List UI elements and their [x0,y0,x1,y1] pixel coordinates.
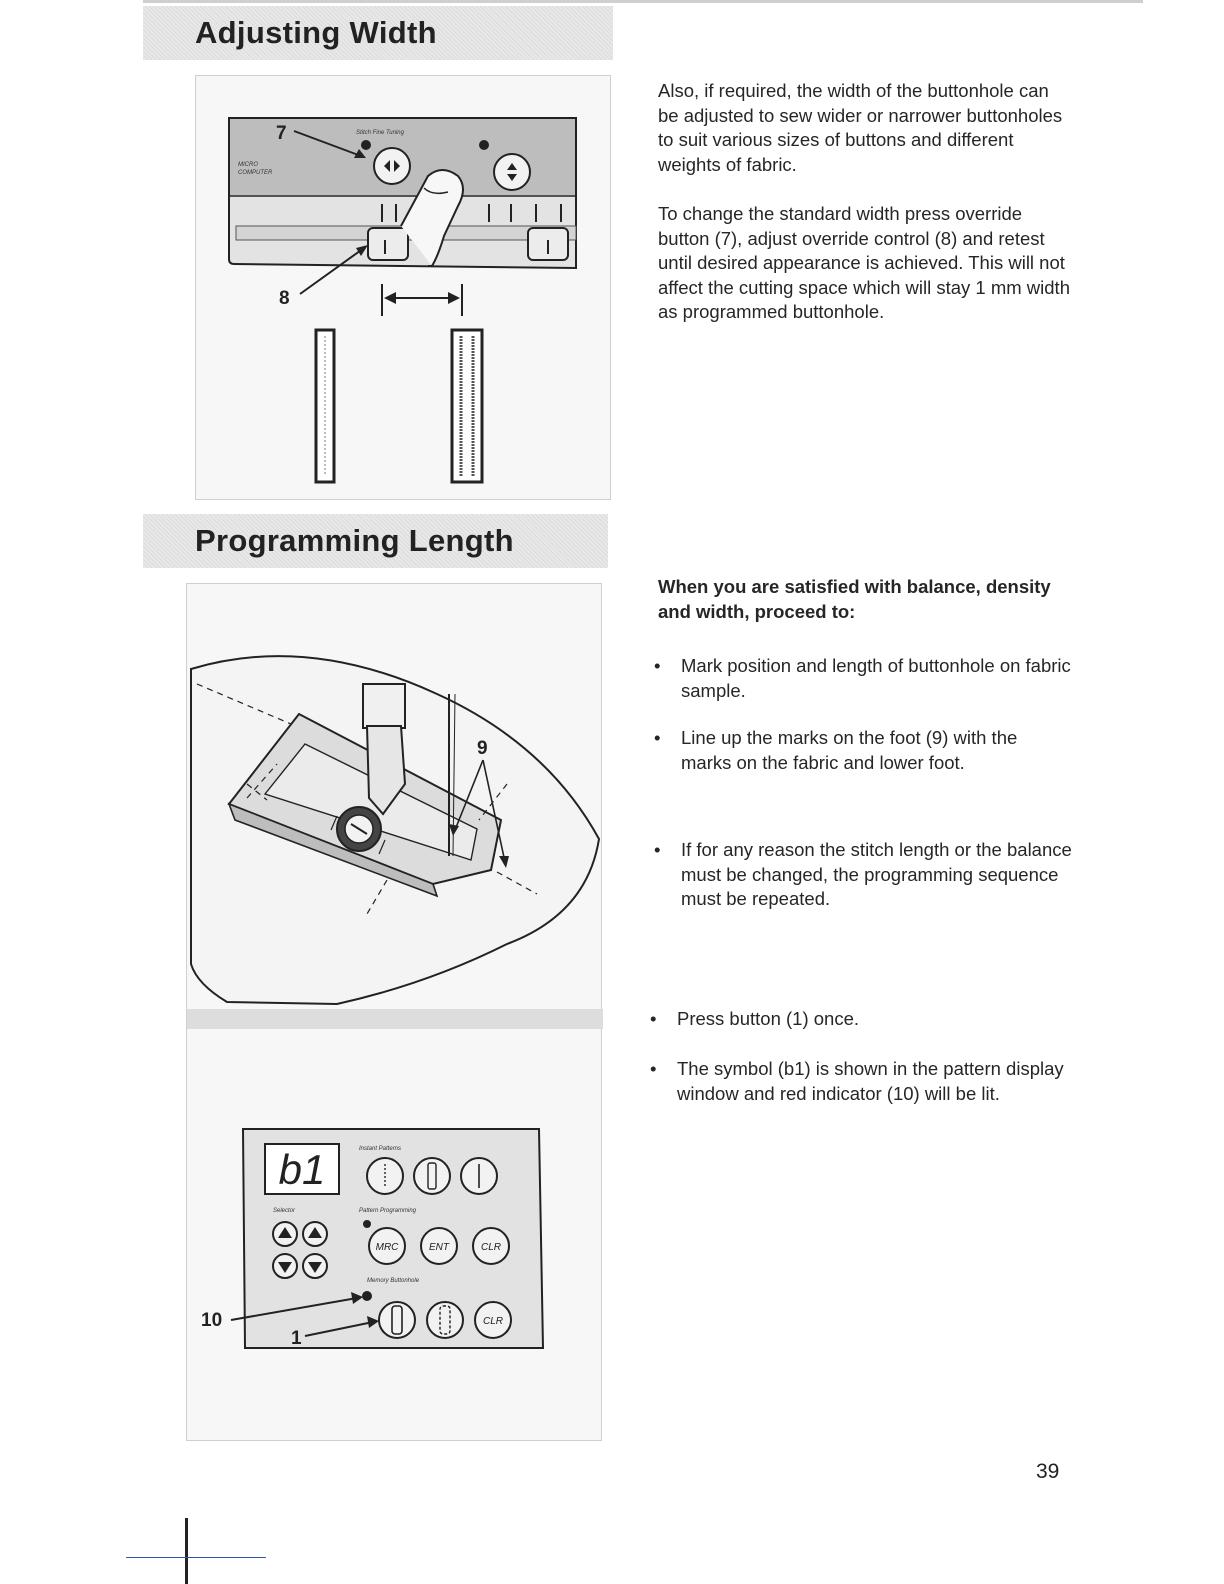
bullet-item-3: • If for any reason the stitch length or the balance must be changed, the programming sequence must be repeated. [654,838,1072,912]
programming-illustrations [187,584,603,1442]
width-control-illustration [196,76,612,501]
mrc-label: MRC [375,1242,399,1253]
callout-9: 9 [477,738,488,759]
bullet-item-1: • Mark position and length of buttonhole on fabric sample. [654,654,1072,703]
programming-indicator [363,1220,371,1228]
override-indicator-light [361,140,371,150]
section-header-adjusting-width [143,6,613,60]
label-memory-buttonhole: Memory Buttonhole [367,1278,420,1284]
section-header-programming-length [143,514,608,568]
presser-bar [363,684,405,728]
top-rule [143,0,1143,3]
display-symbol-b1: b1 [278,1146,326,1193]
clr-label-1: CLR [480,1242,502,1253]
adjusting-width-paragraph-2: To change the standard width press override button (7), adjust override control (8) and retest until desired appearance is achieved. This will not affect the cutting space which will stay 1 mm width as programmed buttonhole. [658,203,1070,322]
label-instant-patterns: Instant Patterns [359,1146,402,1152]
label-pattern-programming: Pattern Programming [359,1208,417,1214]
bullet-item-2: • Line up the marks on the foot (9) with the marks on the fabric and lower foot. [654,726,1072,775]
section-title: Programming Length [195,523,514,558]
memory-buttonhole-button-2 [427,1302,463,1338]
adjusting-width-text [658,79,1070,325]
red-indicator-10 [362,1291,372,1301]
binding-mark-horizontal [126,1557,266,1558]
memory-buttonhole-button-1 [379,1302,415,1338]
section-title: Adjusting Width [195,15,437,50]
panel-label-micro: MICRO [238,162,258,168]
ent-label: ENT [429,1242,449,1253]
bullet-item-4: • Press button (1) once. [650,1007,1068,1032]
panel-label-stitch-fine-tuning: Stitch Fine Tuning [356,130,404,136]
adjusting-width-paragraph-1: Also, if required, the width of the buttonhole can be adjusted to sew wider or narrower buttonholes to suit various sizes of buttons and different weights of fabric. [658,80,1063,175]
page-number: 39 [1036,1460,1060,1483]
programming-length-intro: When you are satisfied with balance, density and width, proceed to: [658,576,1051,622]
binding-mark-vertical [185,1518,188,1584]
bullet-item-5: • The symbol (b1) is shown in the pattern display window and red indicator (10) will be lit. [650,1057,1068,1106]
override-button-7 [374,148,410,184]
callout-1: 1 [291,1328,302,1349]
callout-8: 8 [279,288,290,309]
override-control-8 [368,228,408,260]
buttonhole-sample-wide [452,330,482,482]
up-down-button [494,154,530,190]
clr-label-2: CLR [482,1316,504,1327]
callout-10: 10 [201,1310,223,1331]
indicator-light [479,140,489,150]
adjusting-width-figure [195,75,611,500]
callout-7: 7 [276,123,287,144]
panel-label-computer: COMPUTER [238,170,273,176]
label-selector: Selector [273,1208,296,1214]
programming-length-figure [186,583,602,1441]
